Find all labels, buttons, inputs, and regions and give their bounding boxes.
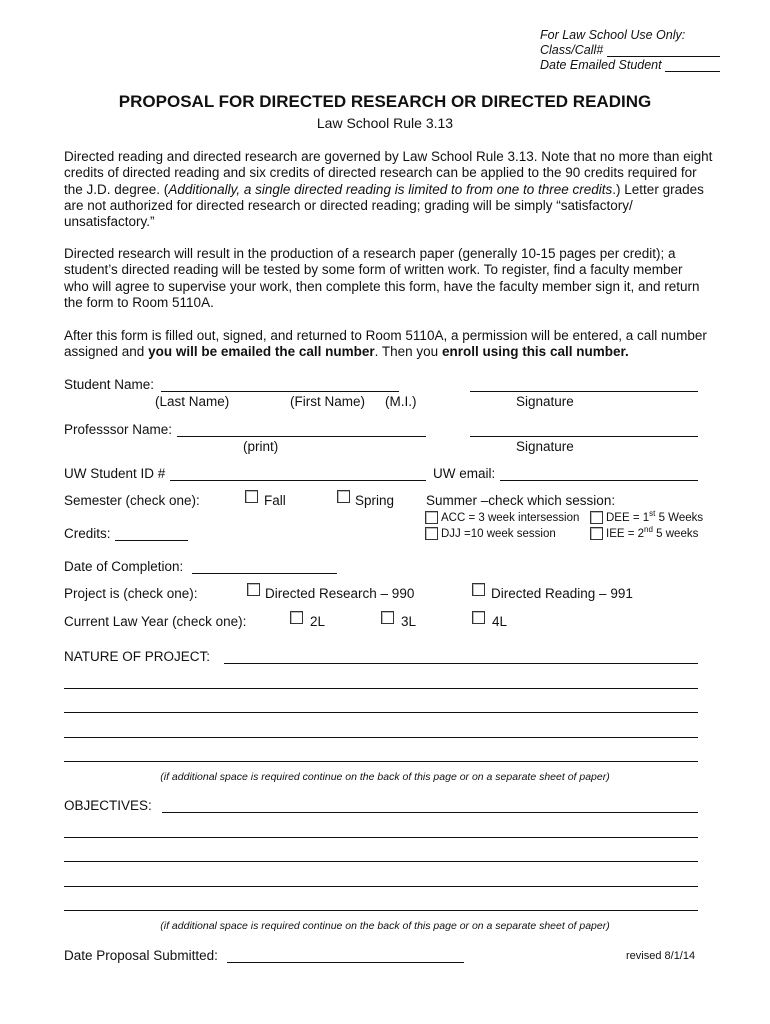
4l-checkbox[interactable] [472,611,485,624]
credits-field[interactable] [115,540,188,541]
project-label: Project is (check one): [64,586,198,601]
3l-label: 3L [401,614,417,629]
dee-checkbox[interactable] [590,511,603,524]
nature-label: NATURE OF PROJECT: [64,649,211,664]
iee-checkbox[interactable] [590,527,603,540]
objectives-line-2[interactable] [64,837,698,838]
djj-label: DJJ =10 week session [441,528,556,540]
professor-signature-field[interactable] [470,436,698,437]
nature-line-4[interactable] [64,737,698,738]
semester-label: Semester (check one): [64,493,200,508]
student-signature-field[interactable] [470,391,698,392]
3l-checkbox[interactable] [381,611,394,624]
registration-paragraph: After this form is filled out, signed, and returned to Room 5110A, a permission will be entered, a call number assigned and you will be emailed the call number. Then you enroll using this call number. [64,328,707,360]
law-year-label: Current Law Year (check one): [64,614,247,629]
acc-label: ACC = 3 week intersession [441,512,580,524]
iee-label: IEE = 2nd 5 weeks [606,525,699,540]
2l-label: 2L [310,614,326,629]
spring-label: Spring [355,493,395,508]
spring-checkbox[interactable] [337,490,350,503]
objectives-label: OBJECTIVES: [64,798,152,813]
date-submitted-label: Date Proposal Submitted: [64,948,218,963]
print-caption: (print) [243,439,279,454]
objectives-note: (if additional space is required continue on the back of this page or on a separate sheet of paper) [160,920,610,932]
office-use-title: For Law School Use Only: [540,28,686,42]
summer-label: Summer –check which session: [426,493,616,508]
professor-name-label: Professsor Name: [64,422,173,437]
revised-date: revised 8/1/14 [626,950,696,962]
intro-paragraph: Directed reading and directed research are governed by Law School Rule 3.13. Note that no more than eight credits of directed reading and six credits of directed research can be applied to the 90 credits required for the J.D. degree. (Additionally, a single directed reading is limited to from one to three credits.) Letter grades are not authorized for directed research or directed reading; grading will be simply “satisfactory/ unsatisfactory.” [64,149,713,230]
date-submitted-field[interactable] [227,962,464,963]
nature-note: (if additional space is required continue on the back of this page or on a separate sheet of paper) [160,771,610,783]
djj-checkbox[interactable] [425,527,438,540]
objectives-line-5[interactable] [64,910,698,911]
student-name-label: Student Name: [64,377,155,392]
uw-email-label: UW email: [433,466,496,481]
date-emailed-field[interactable] [665,71,720,72]
nature-line-2[interactable] [64,688,698,689]
page-subtitle: Law School Rule 3.13 [316,115,454,131]
directed-research-label: Directed Research – 990 [265,586,415,601]
research-paragraph: Directed research will result in the production of a research paper (generally 10-15 pages per credit); a student’s directed reading will be tested by some form of written work. To register, find a faculty member who will agree to supervise your work, then complete this form, have the faculty member sign it, and return the form to Room 5110A. [64,246,700,310]
directed-research-checkbox[interactable] [247,583,260,596]
first-name-caption: (First Name) [290,394,365,409]
4l-label: 4L [492,614,508,629]
student-name-field[interactable] [161,391,399,392]
date-emailed-label: Date Emailed Student [540,58,662,72]
fall-checkbox[interactable] [245,490,258,503]
directed-reading-checkbox[interactable] [472,583,485,596]
directed-reading-label: Directed Reading – 991 [491,586,633,601]
uw-id-label: UW Student ID # [64,466,166,481]
uw-id-field[interactable] [170,480,426,481]
objectives-line-4[interactable] [64,886,698,887]
acc-checkbox[interactable] [425,511,438,524]
date-completion-field[interactable] [192,573,337,574]
2l-checkbox[interactable] [290,611,303,624]
last-name-caption: (Last Name) [155,394,230,409]
class-call-field[interactable] [607,56,720,57]
professor-name-field[interactable] [177,436,426,437]
page-title: PROPOSAL FOR DIRECTED RESEARCH OR DIRECTED READING [118,92,652,111]
class-call-label: Class/Call# [540,43,604,57]
date-completion-label: Date of Completion: [64,559,184,574]
mi-caption: (M.I.) [385,394,417,409]
nature-line-1[interactable] [224,663,698,664]
professor-signature-caption: Signature [516,439,574,454]
credits-label: Credits: [64,526,111,541]
fall-label: Fall [264,493,286,508]
nature-line-3[interactable] [64,712,698,713]
objectives-line-3[interactable] [64,861,698,862]
student-signature-caption: Signature [516,394,574,409]
nature-line-5[interactable] [64,761,698,762]
uw-email-field[interactable] [500,480,698,481]
objectives-line-1[interactable] [162,812,698,813]
dee-label: DEE = 1st 5 Weeks [606,509,704,524]
